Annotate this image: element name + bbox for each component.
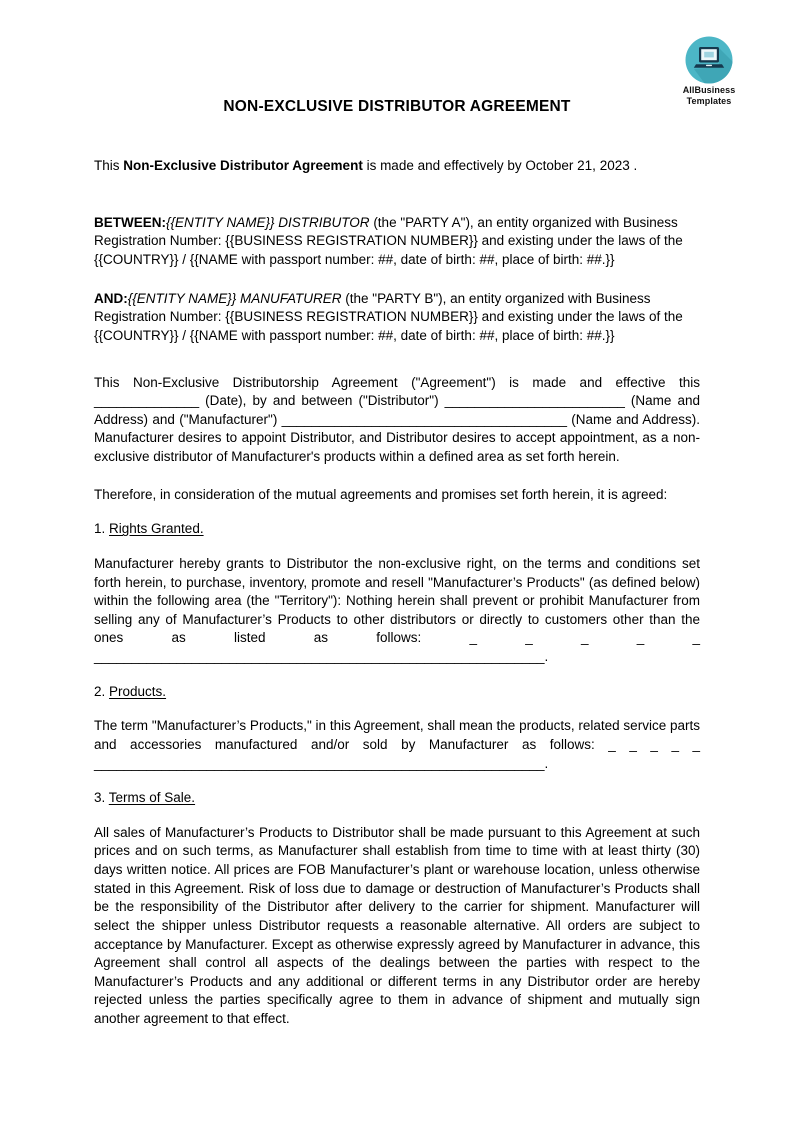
section-3-body: All sales of Manufacturer’s Products to Distributor shall be made pursuant to this Agreement at such prices and on such terms, as Manufacturer shall establish from time to time with at least thirty (30) days written notice. All prices are FOB Manufacturer’s plant or warehouse location, unless otherwise stated in this Agreement. Risk of loss due to damage or destruction of Manufacturer’s Products shall be the responsibility of the Distributor after delivery to the carrier for shipment. Manufacturer will select the shipper unless Distributor requests a reasonable alternative. All orders are subject to acceptance by Manufacturer. Except as otherwise expressly agreed by Manufacturer in advance, this Agreement shall control all aspects of the dealings between the parties with respect to the Manufacturer’s Products and any additional or different terms in any Distributor order are hereby rejected unless the parties specifically agree to them in advance of shipment and mutually sign another agreement to that effect. — [94, 824, 700, 1027]
and-text: (the "PARTY B"), an entity organized with Business Registration Number: {{BUSINESS REGISTRATION NUMBER}} and existing under the laws of the {{COUNTRY}} / {{NAME with passport number: ##, date of birth: ##, place of birth: ##.}} — [94, 290, 683, 343]
between-text: (the "PARTY A"), an entity organized with Business Registration Number: {{BUSINESS REGISTRATION NUMBER}} and existing under the laws of the {{COUNTRY}} / {{NAME with passport number: ##, date of birth: ##, place of birth: ##.}} — [94, 214, 683, 268]
document-title: NON-EXCLUSIVE DISTRIBUTOR AGREEMENT — [223, 98, 571, 115]
section-3-heading — [94, 789, 700, 808]
section-2-title: Products. — [109, 683, 167, 699]
brand-name-line1: AllBusiness — [682, 85, 736, 95]
brand-name-line2: Templates — [686, 95, 732, 106]
section-1-body: Manufacturer hereby grants to Distributor the non-exclusive right, on the terms and conditions set forth herein, to purchase, inventory, promote and resell "Manufacturer’s Products" (as defined below) within the following area (the "Territory"): Nothing herein shall prevent or prohibit Manufacturer from selling any of Manufacturer’s Products to other distributors or directly to customers other than the ones as listed as follows: _ _ _ _ _ ____________________________________________________________. — [94, 555, 700, 665]
recital-paragraph: This Non-Exclusive Distributorship Agreement ("Agreement") is made and effective this ______________ (Date), by and between ("Distributor") ________________________ (Name and Address) and ("Manufacturer") ______________________________________ (Name and Address). Manufacturer desires to appoint Distributor, and Distributor desires to accept appointment, as a non-exclusive distributor of Manufacturer's products within a defined area as set forth herein. — [94, 374, 700, 465]
section-3-title: Terms of Sale. — [108, 790, 196, 806]
and-entity-placeholder: {{ENTITY NAME}} MANUFATURER — [127, 290, 342, 306]
therefore-paragraph: Therefore, in consideration of the mutual agreements and promises set forth herein, it is agreed: — [94, 486, 668, 502]
between-entity-placeholder: {{ENTITY NAME}} DISTRIBUTOR — [166, 214, 370, 230]
intro-post: is made and effectively by October 21, 2023 . — [362, 158, 638, 174]
brand-name — [675, 85, 743, 107]
and-label: AND: — [94, 290, 128, 306]
laptop-logo-icon — [685, 36, 733, 84]
section-1-heading — [94, 520, 700, 539]
brand-logo — [675, 36, 743, 107]
section-1-title: Rights Granted. — [109, 521, 204, 537]
section-2-body: The term "Manufacturer’s Products," in this Agreement, shall mean the products, related service parts and accessories manufactured and/or sold by Manufacturer as follows: _ _ _ _ _ ____________________________________________________________. — [94, 718, 700, 771]
and-paragraph — [94, 290, 700, 346]
between-label: BETWEEN: — [94, 214, 166, 230]
intro-pre: This — [94, 158, 124, 174]
section-2-number: 2. — [94, 683, 106, 699]
intro-paragraph — [94, 157, 700, 176]
between-paragraph — [94, 214, 700, 270]
section-2-heading — [94, 683, 700, 702]
intro-agreement-name: Non-Exclusive Distributor Agreement — [123, 158, 363, 174]
section-1-number: 1. — [94, 521, 106, 537]
section-3-number: 3. — [94, 790, 106, 806]
